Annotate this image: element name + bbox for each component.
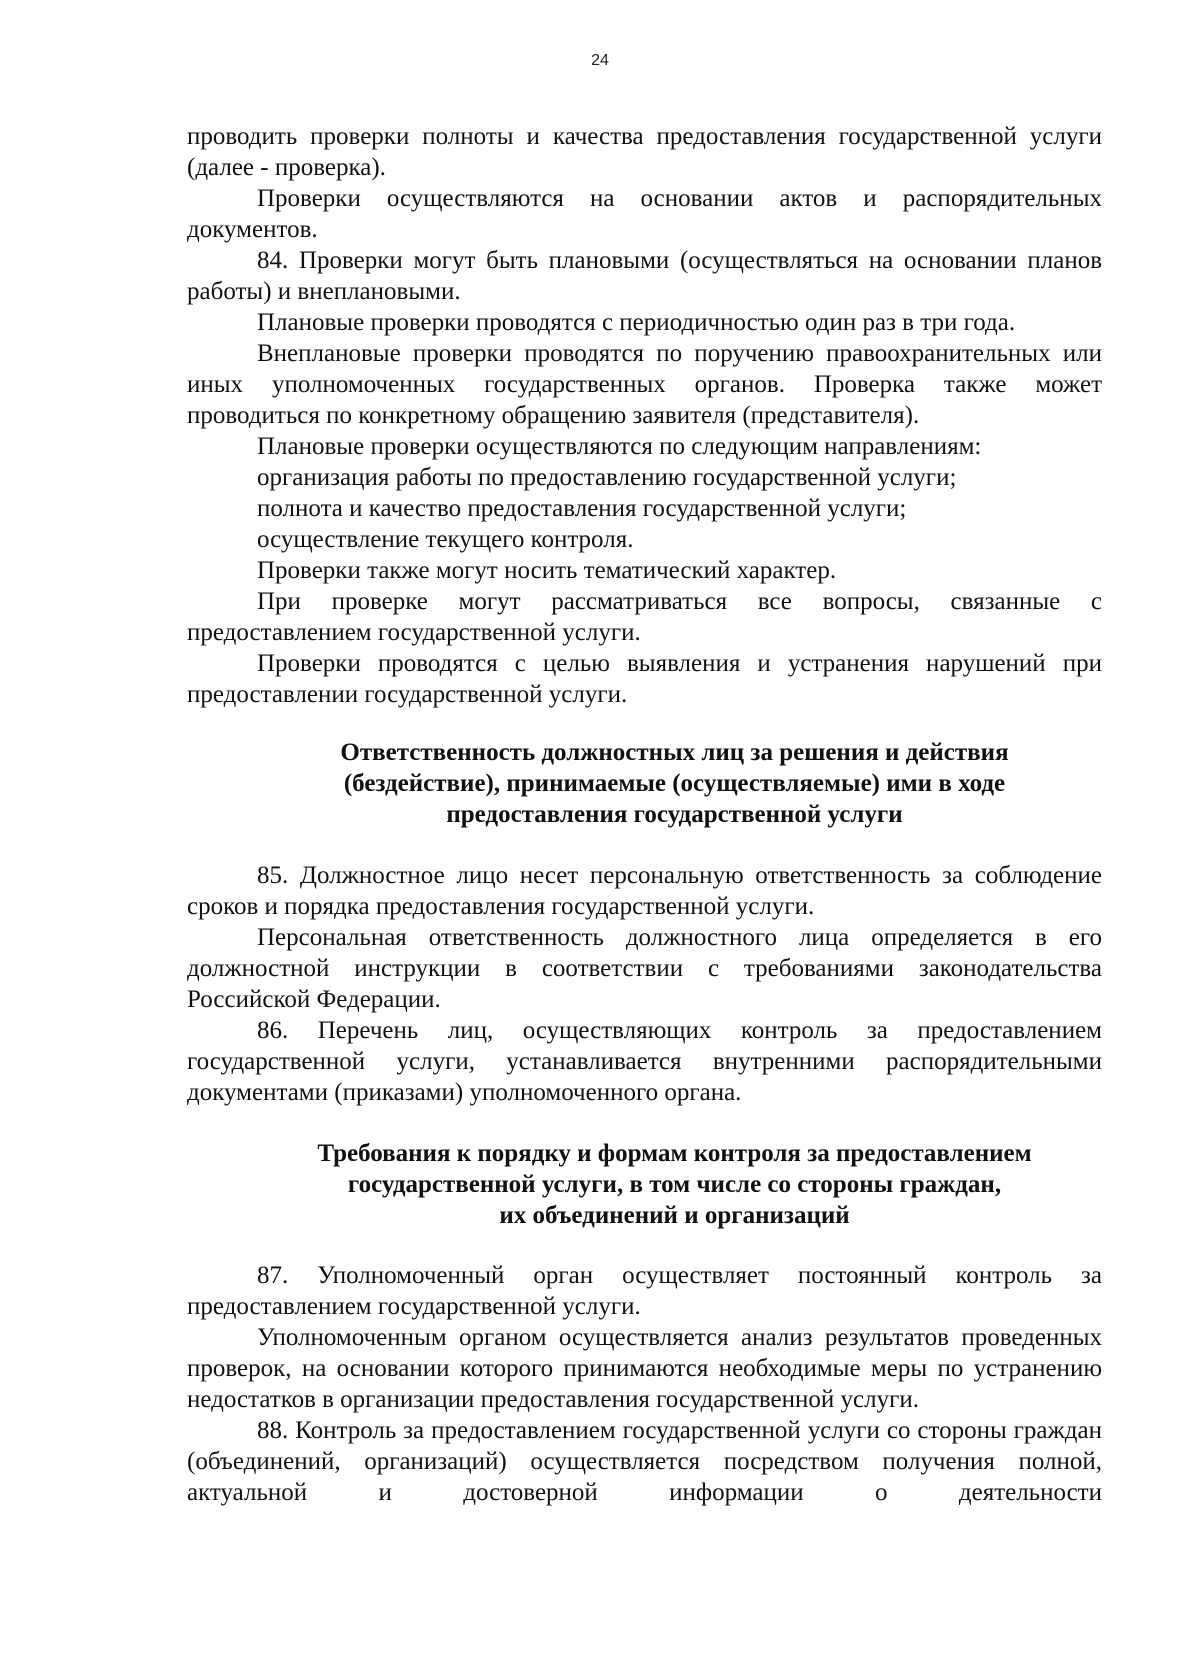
- section-heading-responsibility: [187, 737, 1102, 830]
- paragraph: 88. Контроль за предоставлением государственной услуги со стороны граждан (объединений, организаций) осуществляется посредством получения полной, актуальной и достоверной информации о деятельности: [187, 1417, 1102, 1506]
- paragraph: Персональная ответственность должностного лица определяется в его должностной инструкции в соответствии с требованиями законодательства Российской Федерации.: [187, 924, 1102, 1013]
- paragraph: Проверки осуществляются на основании актов и распорядительных документов.: [187, 185, 1102, 243]
- paragraph: Уполномоченным органом осуществляется анализ результатов проведенных проверок, на основании которого принимаются необходимые меры по устранению недостатков в организации предоставления государственной услуги.: [187, 1324, 1102, 1413]
- heading-line: Требования к порядку и формам контроля за предоставлением: [317, 1140, 1032, 1167]
- paragraph: 85. Должностное лицо несет персональную ответственность за соблюдение сроков и порядка предоставления государственной услуги.: [187, 862, 1102, 920]
- paragraph: проводить проверки полноты и качества предоставления государственной услуги (далее - проверка).: [187, 123, 1102, 181]
- document-body: [187, 121, 1102, 1508]
- heading-line: Ответственность должностных лиц за решения и действия: [340, 739, 1009, 766]
- heading-line: их объединений и организаций: [499, 1202, 850, 1229]
- section-checks: [187, 121, 1102, 710]
- paragraph: Плановые проверки проводятся с периодичностью один раз в три года.: [257, 309, 1016, 336]
- paragraph: Внеплановые проверки проводятся по поручению правоохранительных или иных уполномоченных государственных органов. Проверка также может проводиться по конкретному обращению заявителя (представителя).: [187, 340, 1102, 429]
- heading-line: (бездействие), принимаемые (осуществляемые) ими в ходе: [343, 770, 1006, 797]
- paragraph: Проверки проводятся с целью выявления и устранения нарушений при предоставлении государственной услуги.: [187, 650, 1102, 708]
- paragraph: организация работы по предоставлению государственной услуги;: [257, 464, 957, 491]
- paragraph: 86. Перечень лиц, осуществляющих контроль за предоставлением государственной услуги, устанавливается внутренними распорядительными документами (приказами) уполномоченного органа.: [187, 1017, 1102, 1106]
- heading-line: предоставления государственной услуги: [446, 801, 903, 828]
- paragraph: При проверке могут рассматриваться все вопросы, связанные с предоставлением государственной услуги.: [187, 588, 1102, 646]
- paragraph: 84. Проверки могут быть плановыми (осуществляться на основании планов работы) и внеплановыми.: [187, 247, 1102, 305]
- paragraph: 87. Уполномоченный орган осуществляет постоянный контроль за предоставлением государственной услуги.: [187, 1262, 1102, 1320]
- paragraph: Плановые проверки осуществляются по следующим направлениям:: [257, 433, 982, 460]
- paragraph: Проверки также могут носить тематический характер.: [257, 557, 837, 584]
- heading-line: государственной услуги, в том числе со стороны граждан,: [347, 1171, 1002, 1198]
- paragraph: полнота и качество предоставления государственной услуги;: [257, 495, 907, 522]
- section-heading-control-requirements: [187, 1138, 1102, 1231]
- paragraph: осуществление текущего контроля.: [257, 526, 634, 553]
- page-number: 24: [591, 52, 609, 69]
- section-responsibility: [187, 860, 1102, 1108]
- section-control-requirements: [187, 1260, 1102, 1508]
